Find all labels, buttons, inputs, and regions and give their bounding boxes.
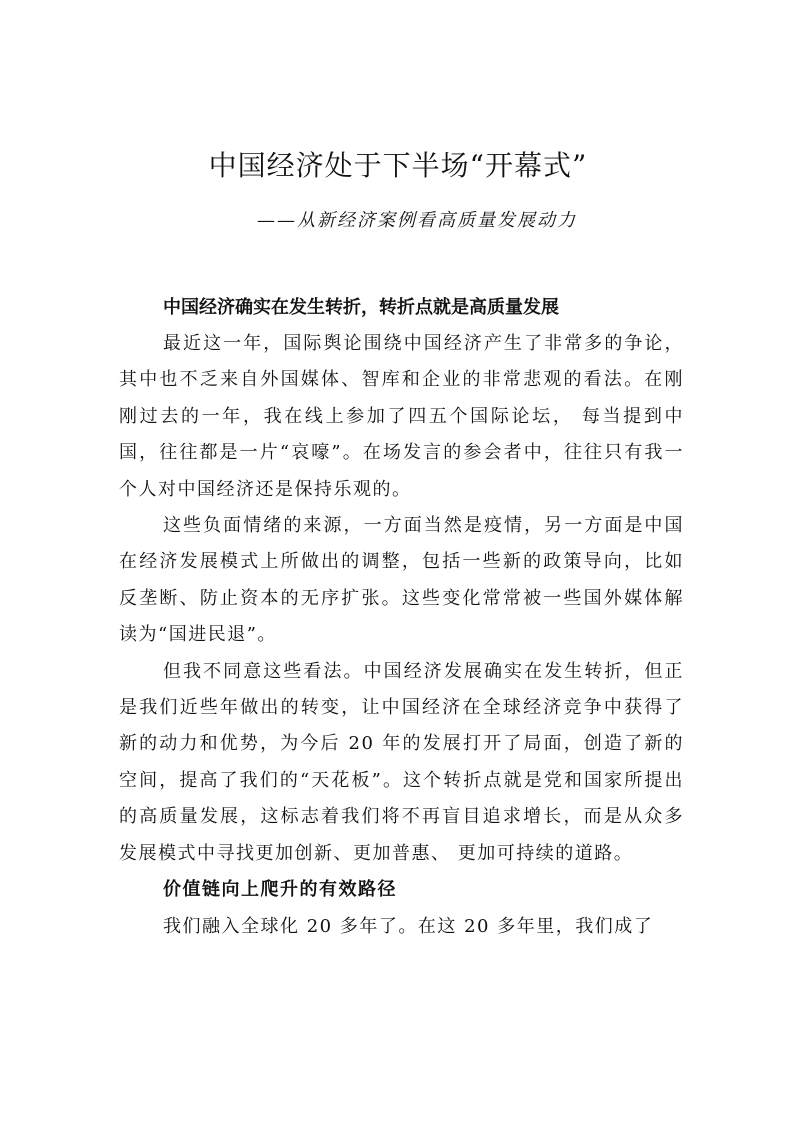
section-heading: 中国经济确实在发生转折，转折点就是高质量发展 — [163, 297, 559, 318]
paragraph-1: 最近这一年，国际舆论围绕中国经济产生了非常多的争论，其中也不乏来自外国媒体、智库和企业的非常悲观的看法。在刚刚过去的一年，我在线上参加了四五个国际论坛， 每当提到中国，往往都是一片“哀嚎”。在场发言的参会者中，往往只有我一个人对中国经济还是保持乐观的。 — [119, 333, 684, 500]
subheading: 价值链向上爬升的有效路径 — [163, 879, 397, 901]
paragraph-2: 这些负面情绪的来源，一方面当然是疫情，另一方面是中国在经济发展模式上所做出的调整，包括一些新的政策导向，比如反垄断、防止资本的无序扩张。这些变化常常被一些国外媒体解读为“国进民退”。 — [119, 515, 684, 646]
document-title — [0, 146, 794, 186]
document-title-text: 中国经济处于下半场“开幕式” — [208, 149, 588, 182]
document-subtitle: ——从新经济案例看高质量发展动力 — [257, 210, 577, 231]
document-body — [119, 290, 684, 945]
paragraph-3: 但我不同意这些看法。中国经济发展确实在发生转折，但正是我们近些年做出的转变，让中国经济在全球经济竞争中获得了新的动力和优势，为今后 20 年的发展打开了局面，创造了新的空间，提高了我们的“天花板”。这个转折点就是党和国家所提出的高质量发展，这标志着我们将不再盲目追求增长，而是从众多发展模式中寻找更加创新、更加普惠、 更加可持续的道路。 — [119, 660, 684, 864]
paragraph-4: 我们融入全球化 20 多年了。在这 20 多年里，我们成了 — [163, 915, 654, 937]
